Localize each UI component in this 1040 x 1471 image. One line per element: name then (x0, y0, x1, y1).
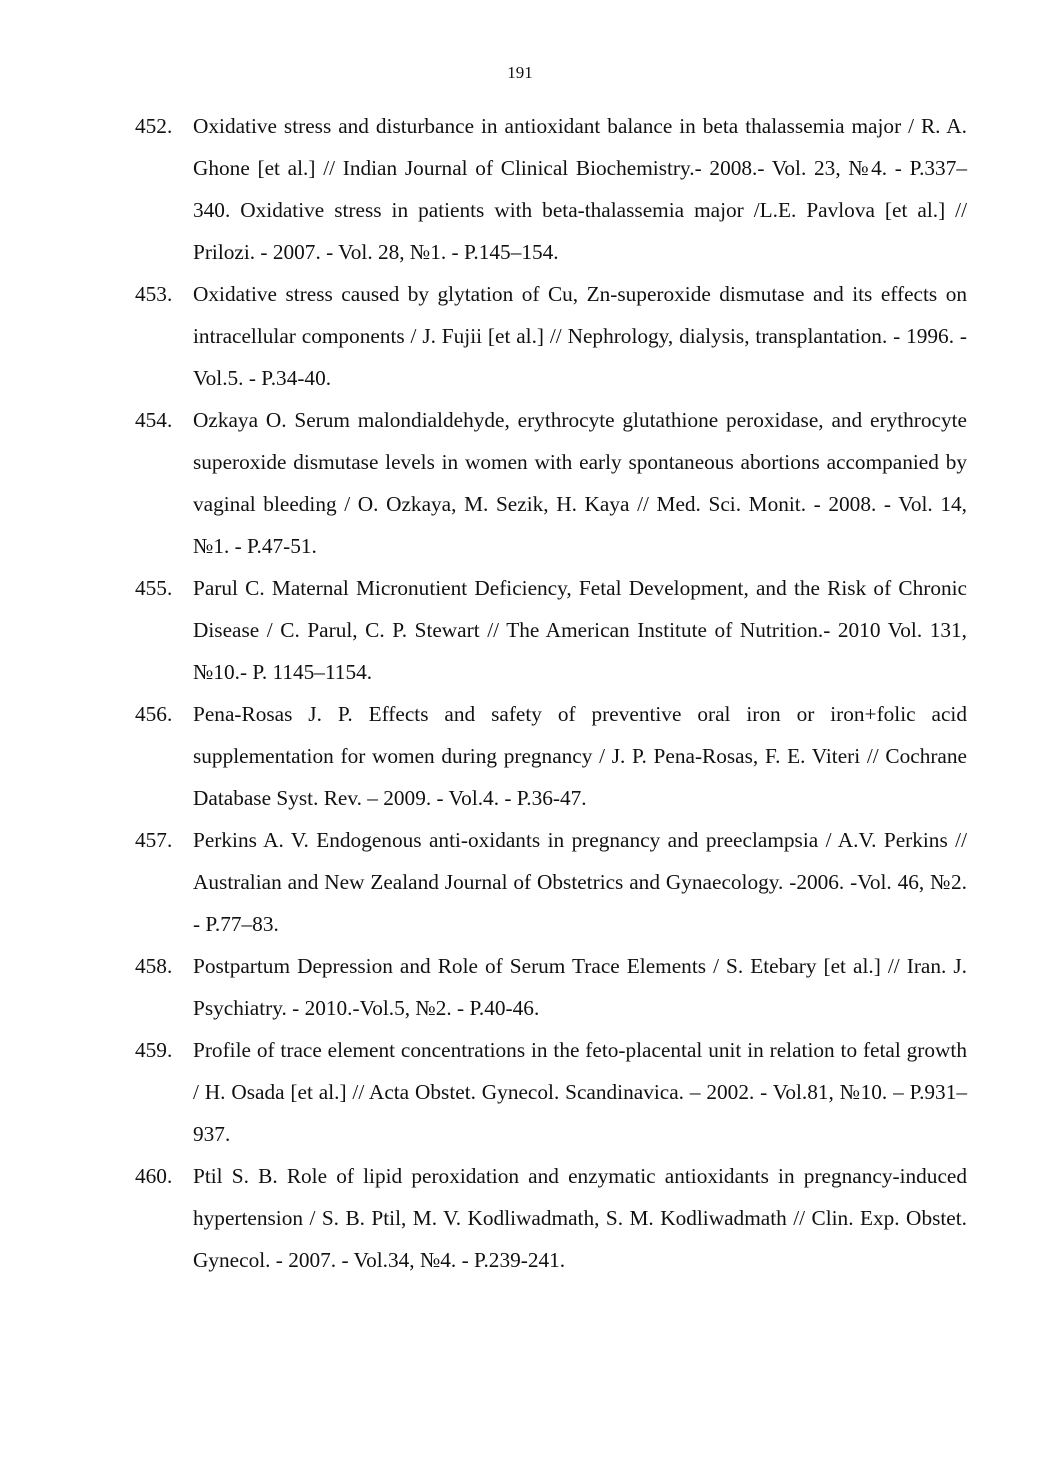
reference-text: Ozkaya O. Serum malondialdehyde, erythrocyte glutathione peroxidase, and erythrocyte superoxide dismutase levels in women with early spontaneous abortions accompanied by vaginal bleeding / O. Ozkaya, M. Sezik, H. Kaya // Med. Sci. Monit. - 2008. - Vol. 14, №1. - P.47-51. (193, 408, 967, 558)
reference-text: Parul C. Maternal Micronutient Deficiency, Fetal Development, and the Risk of Chronic Disease / C. Parul, C. P. Stewart // The American Institute of Nutrition.- 2010 Vol. 131, №10.- P. 1145–1154. (193, 576, 967, 684)
reference-number: 452. (135, 114, 173, 138)
reference-number: 457. (135, 828, 173, 852)
reference-item-457 (135, 819, 967, 945)
reference-number: 460. (135, 1164, 173, 1188)
reference-item-460 (135, 1155, 967, 1281)
reference-number: 458. (135, 954, 173, 978)
reference-item-454 (135, 399, 967, 567)
reference-number: 454. (135, 408, 173, 432)
reference-number: 453. (135, 282, 173, 306)
reference-text: Perkins A. V. Endogenous anti-oxidants in pregnancy and preeclampsia / A.V. Perkins // Australian and New Zealand Journal of Obstetrics and Gynaecology. -2006. -Vol. 46, №2. - P.77–83. (193, 828, 967, 936)
reference-item-459 (135, 1029, 967, 1155)
reference-item-455 (135, 567, 967, 693)
reference-number: 455. (135, 576, 173, 600)
reference-item-456 (135, 693, 967, 819)
reference-item-452 (135, 105, 967, 273)
reference-text: Profile of trace element concentrations in the feto-placental unit in relation to fetal growth / H. Osada [et al.] // Acta Obstet. Gynecol. Scandinavica. – 2002. - Vol.81, №10. – P.931–937. (193, 1038, 967, 1146)
reference-number: 459. (135, 1038, 173, 1062)
reference-text: Pena-Rosas J. P. Effects and safety of preventive oral iron or iron+folic acid supplementation for women during pregnancy / J. P. Pena-Rosas, F. E. Viteri // Cochrane Database Syst. Rev. – 2009. - Vol.4. - P.36-47. (193, 702, 967, 810)
reference-item-458 (135, 945, 967, 1029)
page-number: 191 (507, 63, 533, 82)
reference-text: Postpartum Depression and Role of Serum Trace Elements / S. Etebary [et al.] // Iran. J. Psychiatry. - 2010.-Vol.5, №2. - P.40-46. (193, 954, 967, 1020)
reference-list (135, 105, 967, 1281)
reference-text: Oxidative stress caused by glytation of Cu, Zn-superoxide dismutase and its effects on intracellular components / J. Fujii [et al.] // Nephrology, dialysis, transplantation. - 1996. - Vol.5. - P.34-40. (193, 282, 967, 390)
reference-number: 456. (135, 702, 173, 726)
reference-item-453 (135, 273, 967, 399)
reference-text: Oxidative stress and disturbance in antioxidant balance in beta thalassemia major / R. A. Ghone [et al.] // Indian Journal of Clinical Biochemistry.- 2008.- Vol. 23, №4. - P.337–340. Oxidative stress in patients with beta-thalassemia major /L.E. Pavlova [et al.] // Prilozi. - 2007. - Vol. 28, №1. - P.145–154. (193, 114, 967, 264)
reference-text: Ptil S. B. Role of lipid peroxidation and enzymatic antioxidants in pregnancy-induced hypertension / S. B. Ptil, M. V. Kodliwadmath, S. M. Kodliwadmath // Clin. Exp. Obstet. Gynecol. - 2007. - Vol.34, №4. - P.239-241. (193, 1164, 967, 1272)
